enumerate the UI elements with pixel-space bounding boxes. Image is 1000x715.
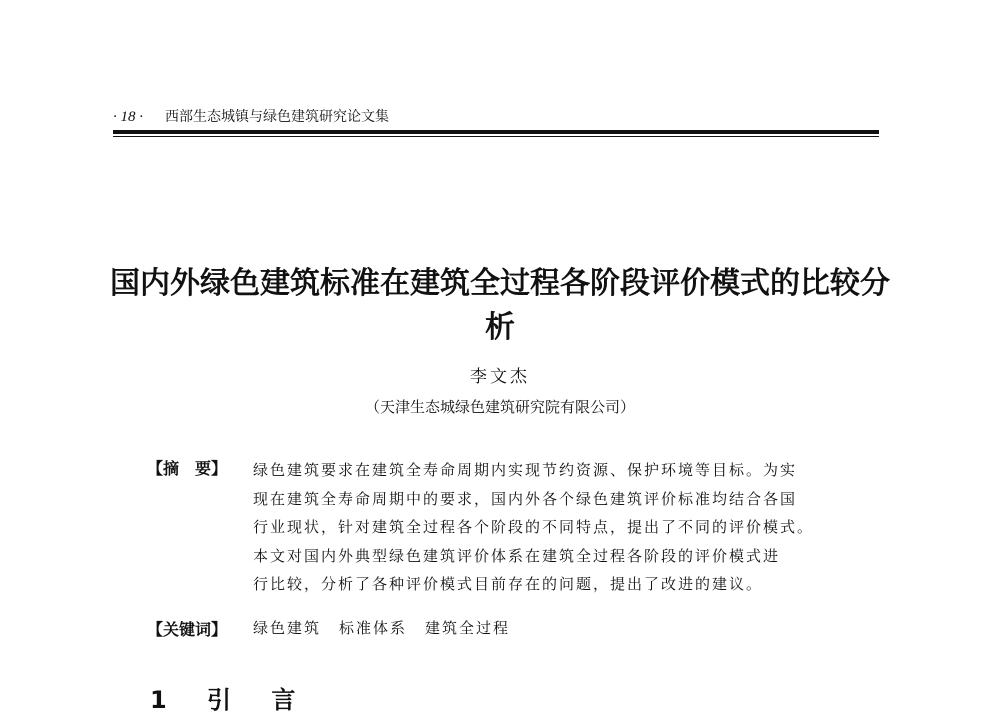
header-rule-thick (113, 130, 879, 134)
abstract-body (253, 456, 853, 599)
author-name: 李文杰 (470, 367, 530, 387)
abstract-line: 本文对国内外典型绿色建筑评价体系在建筑全过程各阶段的评价模式进 (253, 546, 781, 565)
keywords-label: 【关键词】 (147, 620, 228, 639)
keywords-list (253, 617, 510, 638)
running-header (113, 106, 879, 132)
keyword-item: 建筑全过程 (425, 619, 511, 637)
abstract-line: 现在建筑全寿命周期中的要求，国内外各个绿色建筑评价标准均结合各国 (253, 489, 798, 508)
series-title: 西部生态城镇与绿色建筑研究论文集 (165, 109, 389, 125)
keyword-item: 标准体系 (339, 619, 408, 637)
page-number: · 18 · (113, 109, 143, 125)
author-affiliation: （天津生态城绿色建筑研究院有限公司） (364, 398, 635, 416)
abstract-line: 绿色建筑要求在建筑全寿命周期内实现节约资源、保护环境等目标。为实 (253, 461, 798, 479)
section-heading: 1 引 言 (150, 686, 312, 714)
abstract-line: 行业现状，针对建筑全过程各个阶段的不同特点，提出了不同的评价模式。 (253, 518, 815, 537)
abstract-line: 行比较，分析了各种评价模式目前存在的问题，提出了改进的建议。 (253, 575, 764, 594)
header-rule-thin (113, 136, 879, 137)
keyword-item: 绿色建筑 (253, 619, 322, 637)
paper-title: 国内外绿色建筑标准在建筑全过程各阶段评价模式的比较分析 (110, 266, 890, 345)
abstract-label: 【摘 要】 (147, 459, 228, 478)
